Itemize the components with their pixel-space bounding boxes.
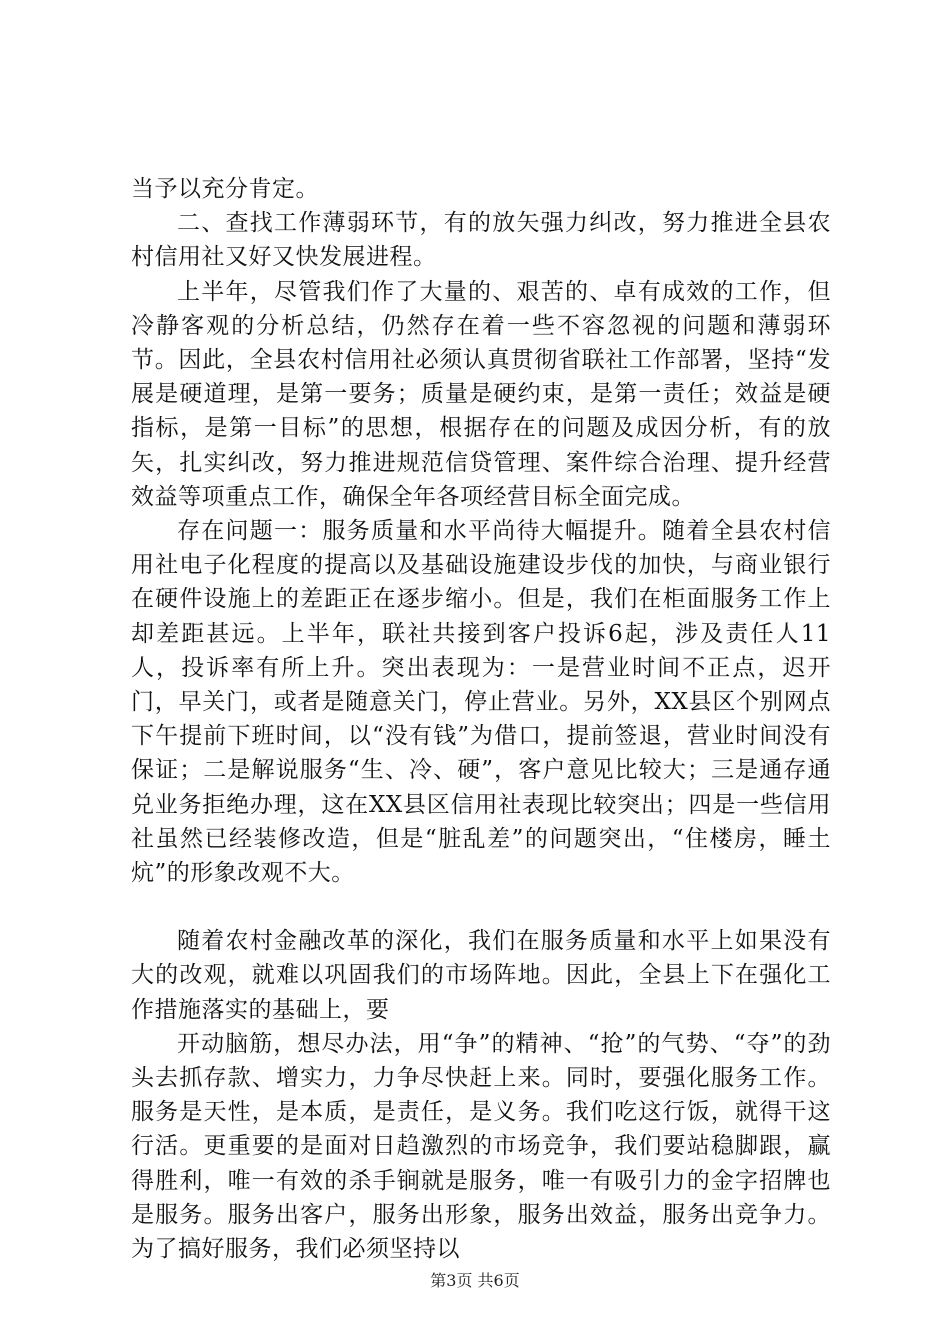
section-heading-two: 二、查找工作薄弱环节，有的放矢强力纠改，努力推进全县农村信用社又好又快发展进程。 <box>131 210 831 271</box>
paragraph-first-half-summary: 上半年，尽管我们作了大量的、艰苦的、卓有成效的工作，但冷静客观的分析总结，仍然存在着一些不容忽视的问题和薄弱环节。因此，全县农村信用社必须认真贯彻省联社工作部署，坚持“发展是硬道理，是第一要务；质量是硬约束，是第一责任；效益是硬指标，是第一目标”的思想，根据存在的问题及成因分析，有的放矢，扎实纠改，努力推进规范信贷管理、案件综合治理、提升经营效益等项重点工作，确保全年各项经营目标全面完成。 <box>131 278 831 510</box>
paragraph-service-emphasis: 开动脑筋，想尽办法，用“争”的精神、“抢”的气势、“夺”的劲头去抓存款、增实力，力争尽快赶上来。同时，要强化服务工作。服务是天性，是本质，是责任，是义务。我们吃这行饭，就得干这行活。更重要的是面对日趋激烈的市场竞争，我们要站稳脚跟，赢得胜利，唯一有效的杀手锏就是服务，唯一有吸引力的金字招牌也是服务。服务出客户，服务出形象，服务出效益，服务出竞争力。为了搞好服务，我们必须坚持以 <box>131 1030 831 1263</box>
paragraph-spacer <box>131 890 831 924</box>
page-number-footer: 第3页 共6页 <box>430 1271 520 1290</box>
paragraph-problem-one: 存在问题一：服务质量和水平尚待大幅提升。随着全县农村信用社电子化程度的提高以及基础设施建设步伐的加快，与商业银行在硬件设施上的差距正在逐步缩小。但是，我们在柜面服务工作上却差距甚远。上半年，联社共接到客户投诉6起，涉及责任人11人，投诉率有所上升。突出表现为：一是营业时间不正点，迟开门，早关门，或者是随意关门，停止营业。另外，XX县区个别网点下午提前下班时间，以“没有钱”为借口，提前签退，营业时间没有保证；二是解说服务“生、冷、硬”，客户意见比较大；三是通存通兑业务拒绝办理，这在XX县区信用社表现比较突出；四是一些信用社虽然已经装修改造，但是“脏乱差”的问题突出，“住楼房，睡土炕”的形象改观不大。 <box>131 518 831 887</box>
paragraph-reform-deepening: 随着农村金融改革的深化，我们在服务质量和水平上如果没有大的改观，就难以巩固我们的市场阵地。因此，全县上下在强化工作措施落实的基础上，要 <box>131 928 831 1023</box>
paragraph-continuation: 当予以充分肯定。 <box>131 176 319 202</box>
document-body <box>131 172 831 1266</box>
